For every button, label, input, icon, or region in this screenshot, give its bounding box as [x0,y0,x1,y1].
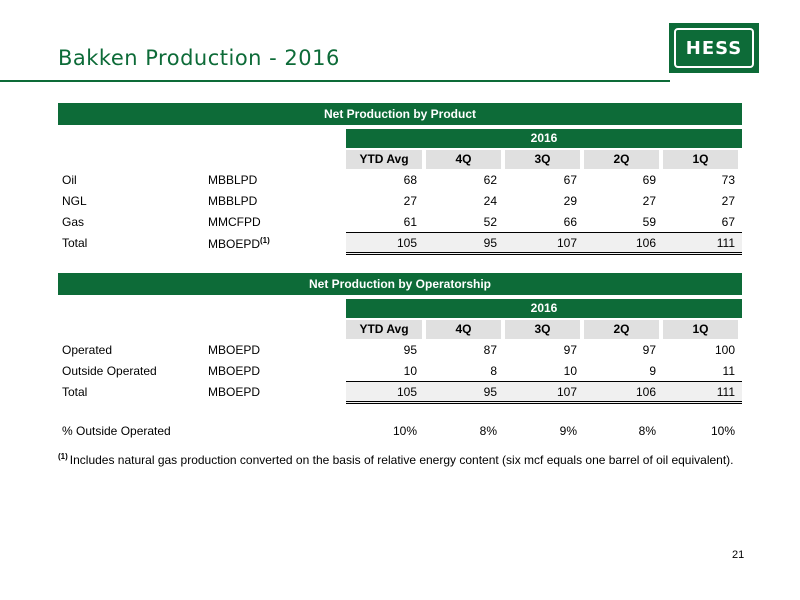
cell-2q: 106 [635,236,656,250]
column-header-ytd: YTD Avg [346,320,422,339]
table-row-oil [58,169,742,190]
column-header-4q: 4Q [426,150,501,169]
row-label: % Outside Operated [62,424,171,438]
footnote [58,452,734,467]
logo-frame [674,28,754,68]
row-unit-text: MBOEPD [208,237,261,251]
column-header-3q: 3Q [505,320,580,339]
cell-ytd: 105 [396,385,417,399]
cell-2q: 69 [642,173,656,187]
cell-1q: 111 [716,236,735,250]
operatorship-year-header: 2016 [346,299,742,318]
table-row-total [58,381,742,402]
cell-2q: 106 [635,385,656,399]
cell-ytd: 61 [403,215,417,229]
cell-4q: 8% [479,424,497,438]
footnote-text: Includes natural gas production converted on the basis of relative energy content (six mcf equals one barrel of oil equivalent). [69,453,734,467]
row-unit: MBBLPD [208,173,258,187]
table-row-operated [58,339,742,360]
column-header-2q: 2Q [584,320,659,339]
cell-4q: 87 [483,343,497,357]
row-label: Total [62,385,88,399]
row-unit [208,236,270,251]
cell-4q: 8 [490,364,497,378]
product-table-heading: Net Production by Product [58,103,742,125]
page-number: 21 [732,549,745,561]
operatorship-column-headers [346,320,742,339]
column-header-2q: 2Q [584,150,659,169]
footnote-reference: (1) [260,236,270,245]
cell-1q: 10% [710,424,735,438]
logo-text: HESS [685,37,743,59]
cell-ytd: 95 [403,343,417,357]
cell-3q: 97 [563,343,577,357]
row-unit: MBOEPD [208,364,261,378]
table-row-gas [58,211,742,232]
cell-ytd: 27 [403,194,417,208]
cell-1q: 27 [721,194,735,208]
cell-2q: 27 [642,194,656,208]
column-header-1q: 1Q [663,320,738,339]
column-header-3q: 3Q [505,150,580,169]
row-unit: MBOEPD [208,343,261,357]
row-unit: MBBLPD [208,194,258,208]
operatorship-table [58,273,742,441]
cell-3q: 10 [563,364,577,378]
cell-4q: 52 [483,215,497,229]
cell-4q: 95 [483,385,497,399]
cell-1q: 111 [716,385,735,399]
cell-4q: 24 [483,194,497,208]
table-row-percent-outside-operated [58,420,742,441]
cell-3q: 9% [559,424,577,438]
row-label: Oil [62,173,77,187]
cell-3q: 67 [563,173,577,187]
row-label: NGL [62,194,87,208]
column-header-1q: 1Q [663,150,738,169]
table-row-ngl [58,190,742,211]
column-header-4q: 4Q [426,320,501,339]
cell-ytd: 105 [396,236,417,250]
column-header-ytd: YTD Avg [346,150,422,169]
cell-3q: 66 [563,215,577,229]
cell-2q: 59 [642,215,656,229]
cell-1q: 73 [721,173,735,187]
product-column-headers [346,150,742,169]
cell-3q: 107 [556,385,577,399]
cell-3q: 29 [563,194,577,208]
row-label: Outside Operated [62,364,157,378]
row-label: Operated [62,343,113,357]
row-label: Gas [62,215,85,229]
table-row-total [58,232,742,253]
hess-logo [669,23,759,73]
row-unit: MMCFPD [208,215,261,229]
cell-4q: 95 [483,236,497,250]
row-unit: MBOEPD [208,385,261,399]
cell-ytd: 68 [403,173,417,187]
cell-2q: 8% [638,424,656,438]
cell-ytd: 10% [392,424,417,438]
cell-3q: 107 [556,236,577,250]
row-label: Total [62,236,88,250]
product-year-header: 2016 [346,129,742,148]
cell-2q: 9 [649,364,656,378]
cell-1q: 100 [714,343,735,357]
page-title: Bakken Production - 2016 [58,46,340,70]
product-table [58,103,742,253]
table-row-outside-operated [58,360,742,381]
cell-4q: 62 [483,173,497,187]
cell-ytd: 10 [403,364,417,378]
title-divider [0,80,670,82]
footnote-marker: (1) [58,452,68,461]
cell-1q: 11 [722,364,735,378]
operatorship-table-heading: Net Production by Operatorship [58,273,742,295]
cell-1q: 67 [721,215,735,229]
cell-2q: 97 [642,343,656,357]
